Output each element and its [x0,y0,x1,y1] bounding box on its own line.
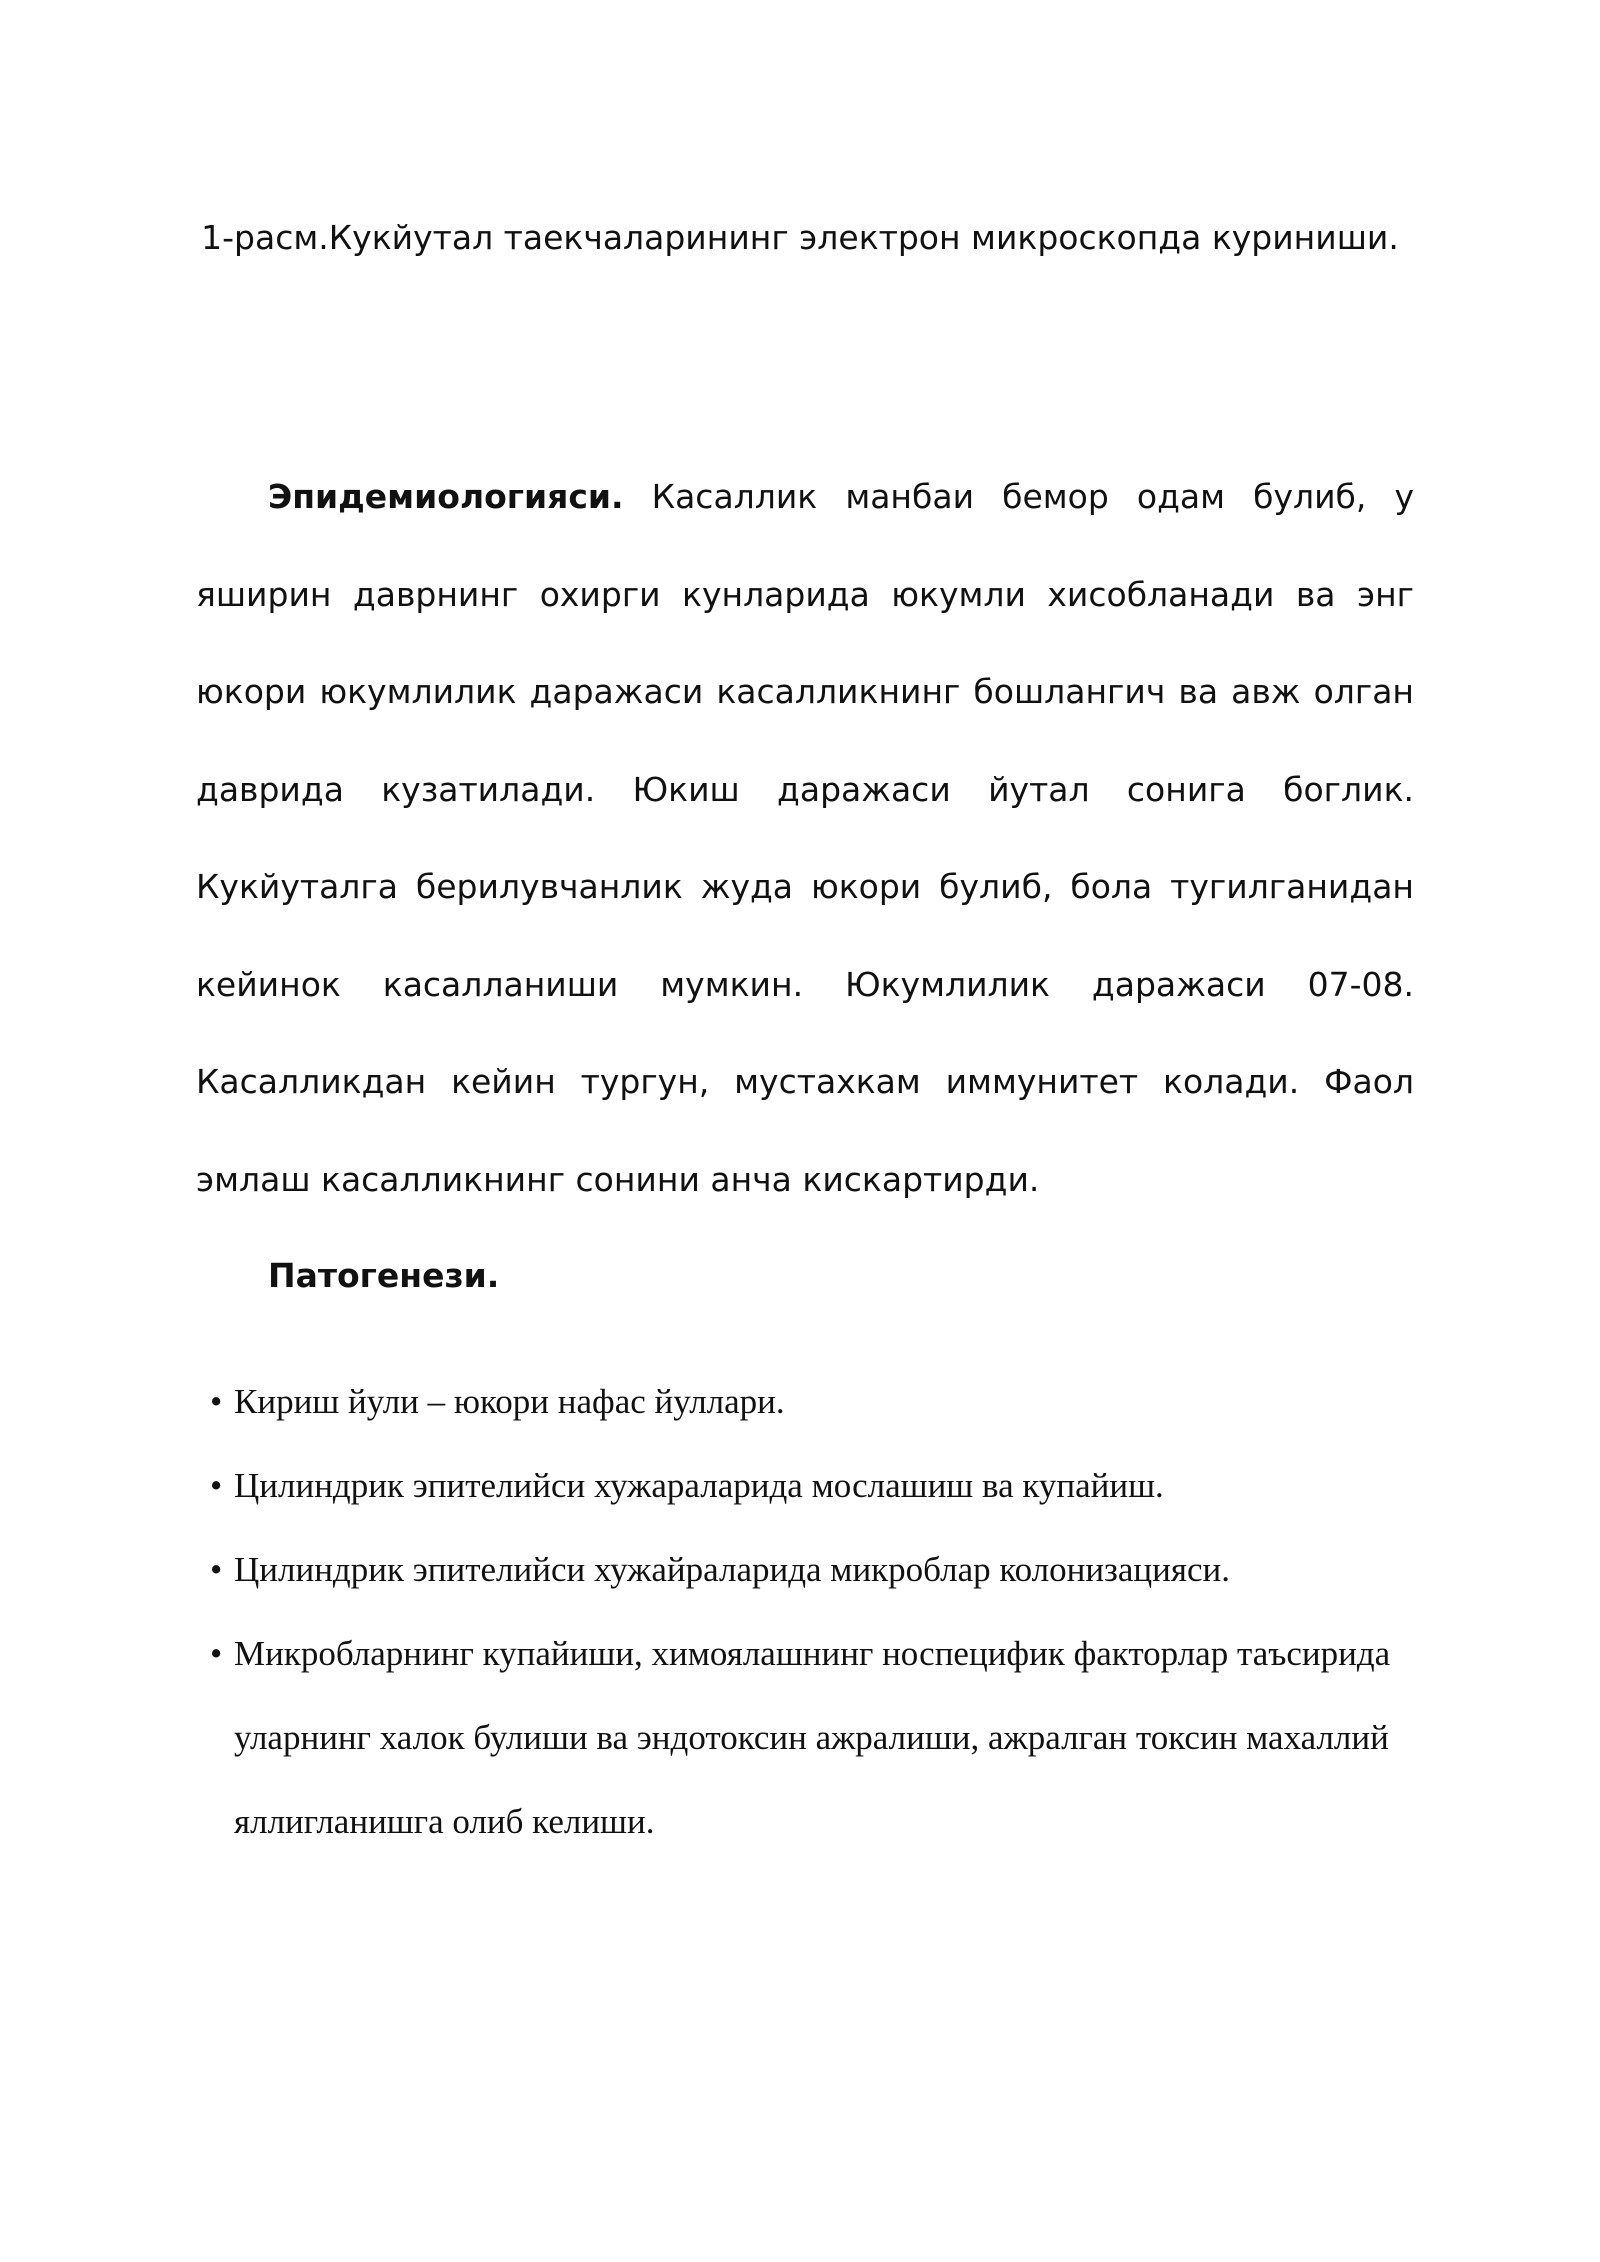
epidemiology-heading: Эпидемиологияси. [268,477,624,516]
epidemiology-paragraph [196,448,1414,1228]
bullet-icon: • [210,1634,223,1673]
list-item-text: Цилиндрик эпителийси хужайраларида микроблар колонизацияси. [234,1550,1230,1589]
pathogenesis-heading: Патогенези. [268,1256,500,1295]
list-item [210,1360,1410,1444]
epidemiology-text: Касаллик манбаи бемор одам булиб, у яширин даврнинг охирги кунларида юкумли хисобланади ва энг юкори юкумлилик даражаси касалликнинг бошлангич ва авж олган даврида кузатилади. Юкиш даражаси йутал сонига боглик. Кукйуталга берилувчанлик жуда юкори булиб, бола тугилганидан кейинок касалланиши мумкин. Юкумлилик даражаси 07-08. Касалликдан кейин тургун, мустахкам иммунитет колади. Фаол эмлаш касалликнинг сонини анча кискартирди. [196,477,1414,1199]
bullet-icon: • [210,1550,223,1589]
pathogenesis-list [210,1360,1410,1864]
list-item [210,1612,1410,1864]
bullet-icon: • [210,1382,223,1421]
list-item [210,1444,1410,1528]
figure-caption: 1-расм.Кукйутал таекчаларининг электрон микроскопда куриниши. [201,218,1399,257]
list-item-text: Микробларнинг купайиши, химоялашнинг носпецифик факторлар таъсирида уларнинг халок булиши ва эндотоксин ажралиши, ажралган токсин махаллий яллигланишга олиб келиши. [234,1634,1391,1841]
list-item [210,1528,1410,1612]
list-item-text: Кириш йули – юкори нафас йуллари. [234,1382,785,1421]
list-item-text: Цилиндрик эпителийси хужараларида мослашиш ва купайиш. [234,1466,1164,1505]
bullet-icon: • [210,1466,223,1505]
